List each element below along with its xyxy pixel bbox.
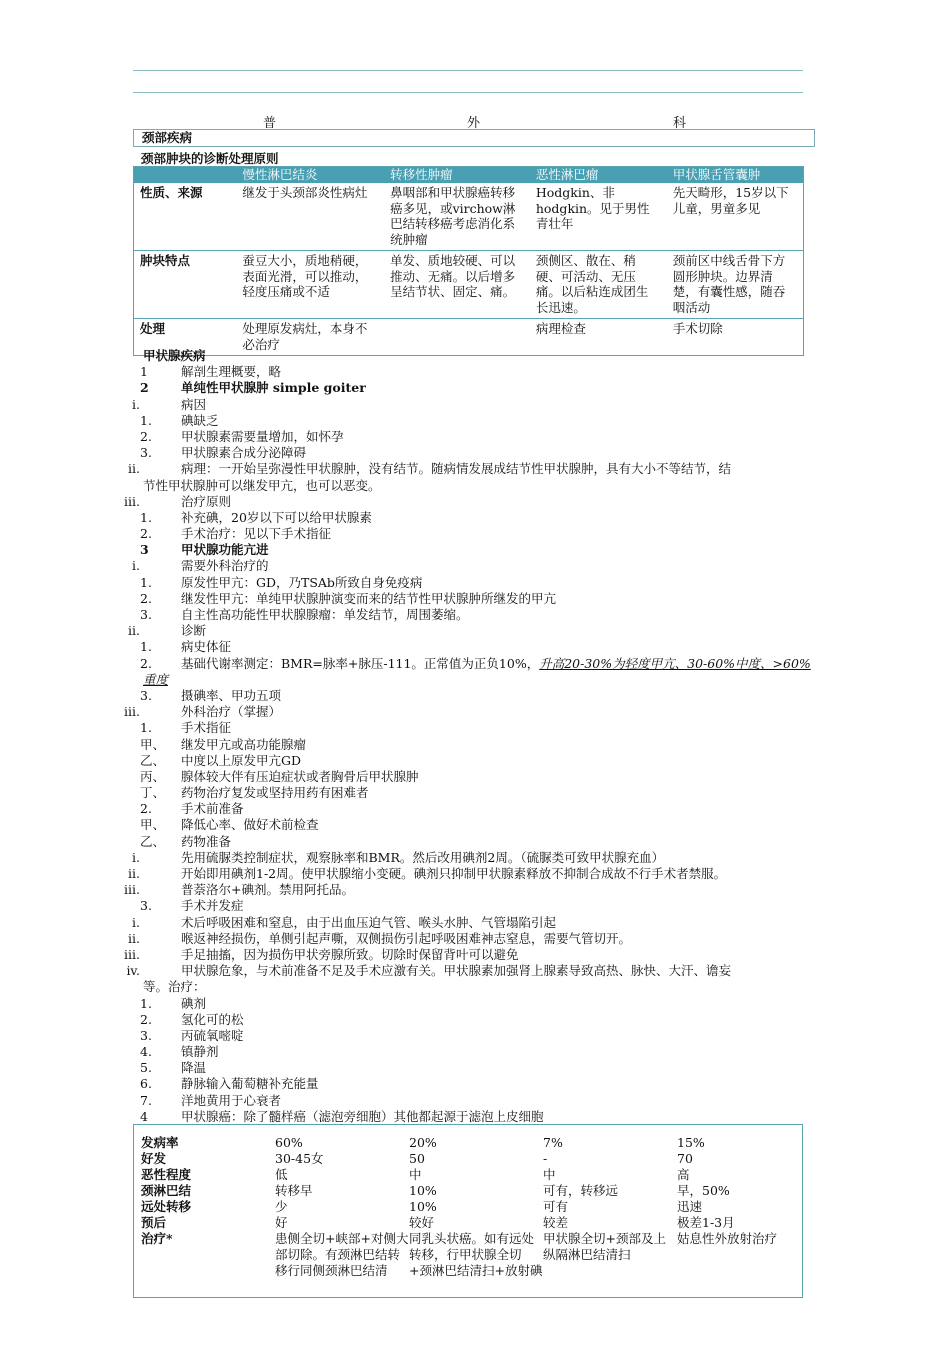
list-marker: 1. bbox=[140, 412, 152, 428]
list-marker: 甲、 bbox=[140, 736, 166, 752]
line-text: 甲状腺功能亢进 bbox=[181, 542, 269, 558]
list-marker: 4 bbox=[140, 1108, 148, 1124]
text-line bbox=[0, 380, 950, 396]
table-cell: 手术切除 bbox=[667, 319, 804, 356]
text-line bbox=[0, 1109, 950, 1125]
table-cell: Hodgkin、非hodgkin。见于男性青壮年 bbox=[535, 185, 650, 231]
list-marker: 4. bbox=[140, 1044, 152, 1060]
table-cell: 迅速 bbox=[677, 1199, 703, 1214]
table-cell: 颈侧区、散在、稍硬、可活动、无压痛。以后粘连成团生长迅速。 bbox=[530, 251, 667, 319]
table-header-row bbox=[134, 167, 804, 184]
list-marker: 5. bbox=[140, 1060, 152, 1076]
table-row bbox=[141, 1167, 811, 1183]
table-cell: 较好 bbox=[409, 1215, 435, 1230]
column-header: 转移性肿瘤 bbox=[384, 167, 530, 184]
table-cell: 患侧全切+峡部+对侧大部切除。有颈淋巴结转移行同侧颈淋巴结清 bbox=[275, 1231, 409, 1278]
line-text: 甲状腺素需要量增加，如怀孕 bbox=[181, 428, 344, 444]
text-line bbox=[0, 607, 950, 623]
column-header: 甲状腺舌管囊肿 bbox=[667, 167, 804, 184]
line-text: 静脉输入葡萄糖补充能量 bbox=[181, 1076, 319, 1092]
line-text: 手足抽搐，因为损伤甲状旁腺所致。切除时保留背叶可以避免 bbox=[181, 946, 519, 962]
table-cell: 早，50% bbox=[677, 1183, 730, 1198]
table-cell: 60% bbox=[275, 1135, 303, 1150]
text-line bbox=[0, 785, 950, 801]
list-marker: 丁、 bbox=[140, 785, 166, 801]
text-line bbox=[0, 996, 950, 1012]
text-line bbox=[0, 429, 950, 445]
table-cell: 10% bbox=[409, 1199, 437, 1214]
list-marker: 1. bbox=[140, 574, 152, 590]
text-line bbox=[0, 672, 950, 688]
table-cell: 低 bbox=[275, 1167, 288, 1182]
table-cell: 蚕豆大小，质地稍硬，表面光滑，可以推动，轻度压痛或不适 bbox=[236, 251, 384, 319]
table-row bbox=[134, 251, 804, 319]
line-text: 原发性甲亢：GD，乃TSAb所致自身免疫病 bbox=[181, 574, 423, 590]
line-text: 基础代谢率测定：BMR=脉率+脉压-111。正常值为正负10%，升高20-30%为轻度甲亢、30-60%中度、>60% bbox=[181, 655, 811, 671]
table-cell: 颈前区中线舌骨下方圆形肿块。边界清楚，有囊性感，随吞咽活动 bbox=[667, 251, 804, 319]
line-text: 手术前准备 bbox=[181, 801, 244, 817]
text-line bbox=[0, 526, 950, 542]
table-cell: 70 bbox=[677, 1151, 693, 1166]
text-line bbox=[0, 348, 950, 364]
text-line bbox=[0, 413, 950, 429]
table-cell: 先天畸形，15岁以下儿童，男童多见 bbox=[672, 185, 789, 216]
list-marker: ii. bbox=[128, 866, 140, 881]
text-line bbox=[0, 510, 950, 526]
list-marker: 3 bbox=[140, 542, 149, 558]
table-cell: 处理原发病灶，本身不必治疗 bbox=[236, 319, 384, 356]
text-line bbox=[0, 963, 950, 979]
table-cell: 鼻咽部和甲状腺癌转移癌多见，或virchow淋巴结转移癌考虑消化系统肿瘤 bbox=[390, 185, 516, 247]
text-line bbox=[0, 494, 950, 510]
table-cell: 可有，转移远 bbox=[543, 1183, 619, 1198]
line-text: 等。治疗： bbox=[143, 979, 206, 995]
list-marker: 3. bbox=[140, 1027, 152, 1043]
neck-mass-table bbox=[133, 166, 804, 356]
list-marker: 3. bbox=[140, 445, 152, 461]
list-marker: 乙、 bbox=[140, 833, 166, 849]
text-line bbox=[0, 866, 950, 882]
list-marker: 丙、 bbox=[140, 768, 166, 784]
text-line bbox=[0, 882, 950, 898]
line-text: 药物治疗复发或坚持用药有困难者 bbox=[181, 785, 369, 801]
text-line bbox=[0, 1093, 950, 1109]
text-line bbox=[0, 656, 950, 672]
list-marker: iii. bbox=[124, 882, 140, 898]
text-line bbox=[0, 834, 950, 850]
line-text: 降低心率、做好术前检查 bbox=[181, 817, 319, 833]
text-line bbox=[0, 461, 950, 477]
list-marker: 1. bbox=[140, 639, 152, 655]
line-text: 诊断 bbox=[181, 623, 207, 639]
list-marker: 2 bbox=[140, 380, 149, 396]
line-text: 治疗原则 bbox=[181, 493, 232, 509]
text-line bbox=[0, 1060, 950, 1076]
underlined-text: 升高20-30%为轻度甲亢、30-60%中度、>60% bbox=[539, 655, 811, 671]
line-text: 腺体较大伴有压迫症状或者胸骨后甲状腺肿 bbox=[181, 768, 419, 784]
table-cell: 继发于头颈部炎性病灶 bbox=[242, 185, 368, 200]
line-text: 丙硫氧嘧啶 bbox=[181, 1027, 244, 1043]
list-marker: 3. bbox=[140, 898, 152, 914]
column-header: 慢性淋巴结炎 bbox=[236, 167, 384, 184]
line-text: 甲状腺危象，与术前准备不足及手术应激有关。甲状腺素加强肾上腺素导致高热、脉快、大汗、谵妄 bbox=[181, 963, 732, 979]
list-marker: 乙、 bbox=[140, 752, 166, 768]
line-text: 术后呼吸困难和窒息，由于出血压迫气管、喉头水肿、气管塌陷引起 bbox=[181, 914, 557, 930]
line-text: 开始即用碘剂1-2周。使甲状腺缩小变硬。碘剂只抑制甲状腺素释放不抑制合成故不行手术者禁服。 bbox=[181, 866, 727, 881]
table-cell: 极差1-3月 bbox=[677, 1215, 735, 1230]
list-marker: 2. bbox=[140, 590, 152, 606]
list-marker: 1. bbox=[140, 995, 152, 1011]
table-cell: 10% bbox=[409, 1183, 437, 1198]
table-cell: 甲状腺全切+颈部及上纵隔淋巴结清扫 bbox=[543, 1231, 666, 1262]
list-marker: iv. bbox=[126, 963, 140, 979]
line-text: 碘缺乏 bbox=[181, 412, 219, 428]
line-text: 先用硫脲类控制症状，观察脉率和BMR。然后改用碘剂2周。（硫脲类可致甲状腺充血） bbox=[181, 849, 665, 865]
row-header: 恶性程度 bbox=[141, 1167, 192, 1182]
line-text: 镇静剂 bbox=[181, 1044, 219, 1060]
section-title: 颈部疾病 bbox=[133, 129, 815, 147]
line-text: 节性甲状腺肿可以继发甲亢，也可以恶变。 bbox=[143, 477, 381, 493]
table-cell: 20% bbox=[409, 1135, 437, 1150]
list-marker: i. bbox=[132, 849, 140, 865]
header-center: 外 bbox=[467, 116, 481, 131]
table-cell: 高 bbox=[677, 1167, 690, 1182]
text-line bbox=[0, 737, 950, 753]
text-line bbox=[0, 478, 950, 494]
table-cell: 同乳头状癌。如有远处转移，行甲状腺全切+颈淋巴结清扫+放射碘 bbox=[409, 1231, 543, 1278]
line-text: 药物准备 bbox=[181, 833, 232, 849]
text-line bbox=[0, 931, 950, 947]
text-line bbox=[0, 915, 950, 931]
list-marker: ii. bbox=[128, 461, 140, 477]
table-cell: 转移早 bbox=[275, 1183, 313, 1198]
list-marker: iii. bbox=[124, 946, 140, 962]
line-text: 继发甲亢或高功能腺瘤 bbox=[181, 736, 307, 752]
table-row bbox=[141, 1135, 811, 1151]
text-line bbox=[0, 558, 950, 574]
text-line bbox=[0, 979, 950, 995]
row-header: 肿块特点 bbox=[134, 251, 237, 319]
thyroid-cancer-table bbox=[141, 1135, 811, 1279]
table-row bbox=[141, 1151, 811, 1167]
row-header: 预后 bbox=[141, 1215, 167, 1230]
text-line bbox=[0, 1044, 950, 1060]
text-line bbox=[0, 704, 950, 720]
list-marker: i. bbox=[132, 396, 140, 412]
text-line bbox=[0, 591, 950, 607]
list-marker: 7. bbox=[140, 1092, 152, 1108]
line-text: 病史体征 bbox=[181, 639, 232, 655]
row-header: 远处转移 bbox=[141, 1199, 192, 1214]
list-marker: 6. bbox=[140, 1076, 152, 1092]
table-cell: 50 bbox=[409, 1151, 425, 1166]
header-rule-bottom bbox=[133, 92, 803, 93]
line-text: 手术并发症 bbox=[181, 898, 244, 914]
line-text: 继发性甲亢：单纯甲状腺肿演变而来的结节性甲状腺肿所继发的甲亢 bbox=[181, 590, 557, 606]
list-marker: ii. bbox=[128, 623, 140, 639]
line-text: 手术指征 bbox=[181, 720, 232, 736]
list-marker: 2. bbox=[140, 801, 152, 817]
text-line bbox=[0, 623, 950, 639]
line-text: 甲状腺癌：除了髓样癌（滤泡旁细胞）其他都起源于滤泡上皮细胞 bbox=[181, 1108, 544, 1124]
text-line bbox=[0, 753, 950, 769]
line-text: 中度以上原发甲亢GD bbox=[181, 752, 302, 768]
table-cell: 姑息性外放射治疗 bbox=[677, 1231, 778, 1246]
list-marker: 2. bbox=[140, 428, 152, 444]
header-right: 科 bbox=[673, 116, 687, 131]
text-line bbox=[0, 850, 950, 866]
text-line bbox=[0, 769, 950, 785]
table-cell: 病理检查 bbox=[530, 319, 667, 356]
list-marker: 3. bbox=[140, 687, 152, 703]
line-text: 病理：一开始呈弥漫性甲状腺肿，没有结节。随病情发展成结节性甲状腺肿，具有大小不等结节，结 bbox=[181, 461, 732, 477]
table-cell: 可有 bbox=[543, 1199, 569, 1214]
text-line bbox=[0, 1076, 950, 1092]
text-line bbox=[0, 801, 950, 817]
list-marker: 2. bbox=[140, 655, 152, 671]
column-header: 恶性淋巴瘤 bbox=[530, 167, 667, 184]
line-text: 单纯性甲状腺肿 simple goiter bbox=[181, 380, 366, 396]
table-cell: - bbox=[543, 1151, 548, 1166]
row-header: 处理 bbox=[134, 319, 237, 356]
text-line bbox=[0, 364, 950, 380]
table-cell: 好 bbox=[275, 1215, 288, 1230]
line-text: 喉返神经损伤，单侧引起声嘶，双侧损伤引起呼吸困难神志窒息，需要气管切开。 bbox=[181, 930, 632, 946]
table-cell: 7% bbox=[543, 1135, 563, 1150]
table-cell: 30-45女 bbox=[275, 1151, 324, 1166]
row-header: 治疗* bbox=[141, 1231, 173, 1246]
line-text: 外科治疗（掌握） bbox=[181, 704, 282, 720]
list-marker: iii. bbox=[124, 704, 140, 720]
list-marker: i. bbox=[132, 558, 140, 574]
line-text: 摄碘率、甲功五项 bbox=[181, 687, 282, 703]
body-text bbox=[0, 348, 950, 1125]
list-marker: 甲、 bbox=[140, 817, 166, 833]
page-header bbox=[133, 112, 803, 130]
text-line bbox=[0, 817, 950, 833]
text-line bbox=[0, 575, 950, 591]
row-header: 颈淋巴结 bbox=[141, 1183, 192, 1198]
list-marker: 1 bbox=[140, 364, 148, 380]
table-row bbox=[141, 1231, 811, 1279]
line-text: 需要外科治疗的 bbox=[181, 558, 269, 574]
list-marker: 1. bbox=[140, 509, 152, 525]
table-cell: 中 bbox=[409, 1167, 422, 1182]
text-line bbox=[0, 542, 950, 558]
table-row bbox=[141, 1215, 811, 1231]
text-line bbox=[0, 1028, 950, 1044]
line-text: 甲状腺素合成分泌障碍 bbox=[181, 445, 307, 461]
list-marker: 2. bbox=[140, 1011, 152, 1027]
list-marker: iii. bbox=[124, 493, 140, 509]
table-cell: 15% bbox=[677, 1135, 705, 1150]
list-marker: ii. bbox=[128, 930, 140, 946]
row-header: 发病率 bbox=[141, 1135, 179, 1150]
line-text: 碘剂 bbox=[181, 995, 207, 1011]
header-rule-top bbox=[133, 70, 803, 71]
list-marker: i. bbox=[132, 914, 140, 930]
row-header: 性质、来源 bbox=[140, 185, 203, 200]
text-line bbox=[0, 720, 950, 736]
line-text: 自主性高功能性甲状腺腺瘤：单发结节，周围萎缩。 bbox=[181, 607, 469, 622]
table-row bbox=[134, 183, 804, 251]
text-line bbox=[0, 445, 950, 461]
text-line bbox=[0, 639, 950, 655]
table-cell: 中 bbox=[543, 1167, 556, 1182]
table-row bbox=[141, 1183, 811, 1199]
line-text: 补充碘，20岁以下可以给甲状腺素 bbox=[181, 509, 372, 525]
line-text: 甲状腺疾病 bbox=[143, 348, 206, 363]
header-left: 普 bbox=[263, 116, 277, 131]
line-text: 氢化可的松 bbox=[181, 1011, 244, 1027]
line-text: 手术治疗：见以下手术指征 bbox=[181, 526, 332, 542]
line-text: 降温 bbox=[181, 1060, 207, 1076]
line-text: 普萘洛尔+碘剂。禁用阿托品。 bbox=[181, 882, 354, 898]
text-line bbox=[0, 898, 950, 914]
text-line bbox=[0, 947, 950, 963]
list-marker: 2. bbox=[140, 526, 152, 542]
column-header bbox=[134, 167, 237, 184]
subtitle: 颈部肿块的诊断处理原则 bbox=[141, 151, 279, 166]
line-text: 重度 bbox=[143, 671, 169, 687]
text-line bbox=[0, 688, 950, 704]
line-text: 洋地黄用于心衰者 bbox=[181, 1092, 282, 1108]
table-cell: 单发、质地较硬、可以推动、无痛。以后增多呈结节状、固定、痛。 bbox=[384, 251, 530, 319]
list-marker: 3. bbox=[140, 607, 152, 622]
table-cell: 较差 bbox=[543, 1215, 569, 1230]
text-line bbox=[0, 397, 950, 413]
table-cell: 少 bbox=[275, 1199, 288, 1214]
line-text: 病因 bbox=[181, 396, 207, 412]
text-line bbox=[0, 1012, 950, 1028]
list-marker: 1. bbox=[140, 720, 152, 736]
line-text: 解剖生理概要，略 bbox=[181, 364, 282, 380]
table-row bbox=[141, 1199, 811, 1215]
row-header: 好发 bbox=[141, 1151, 167, 1166]
